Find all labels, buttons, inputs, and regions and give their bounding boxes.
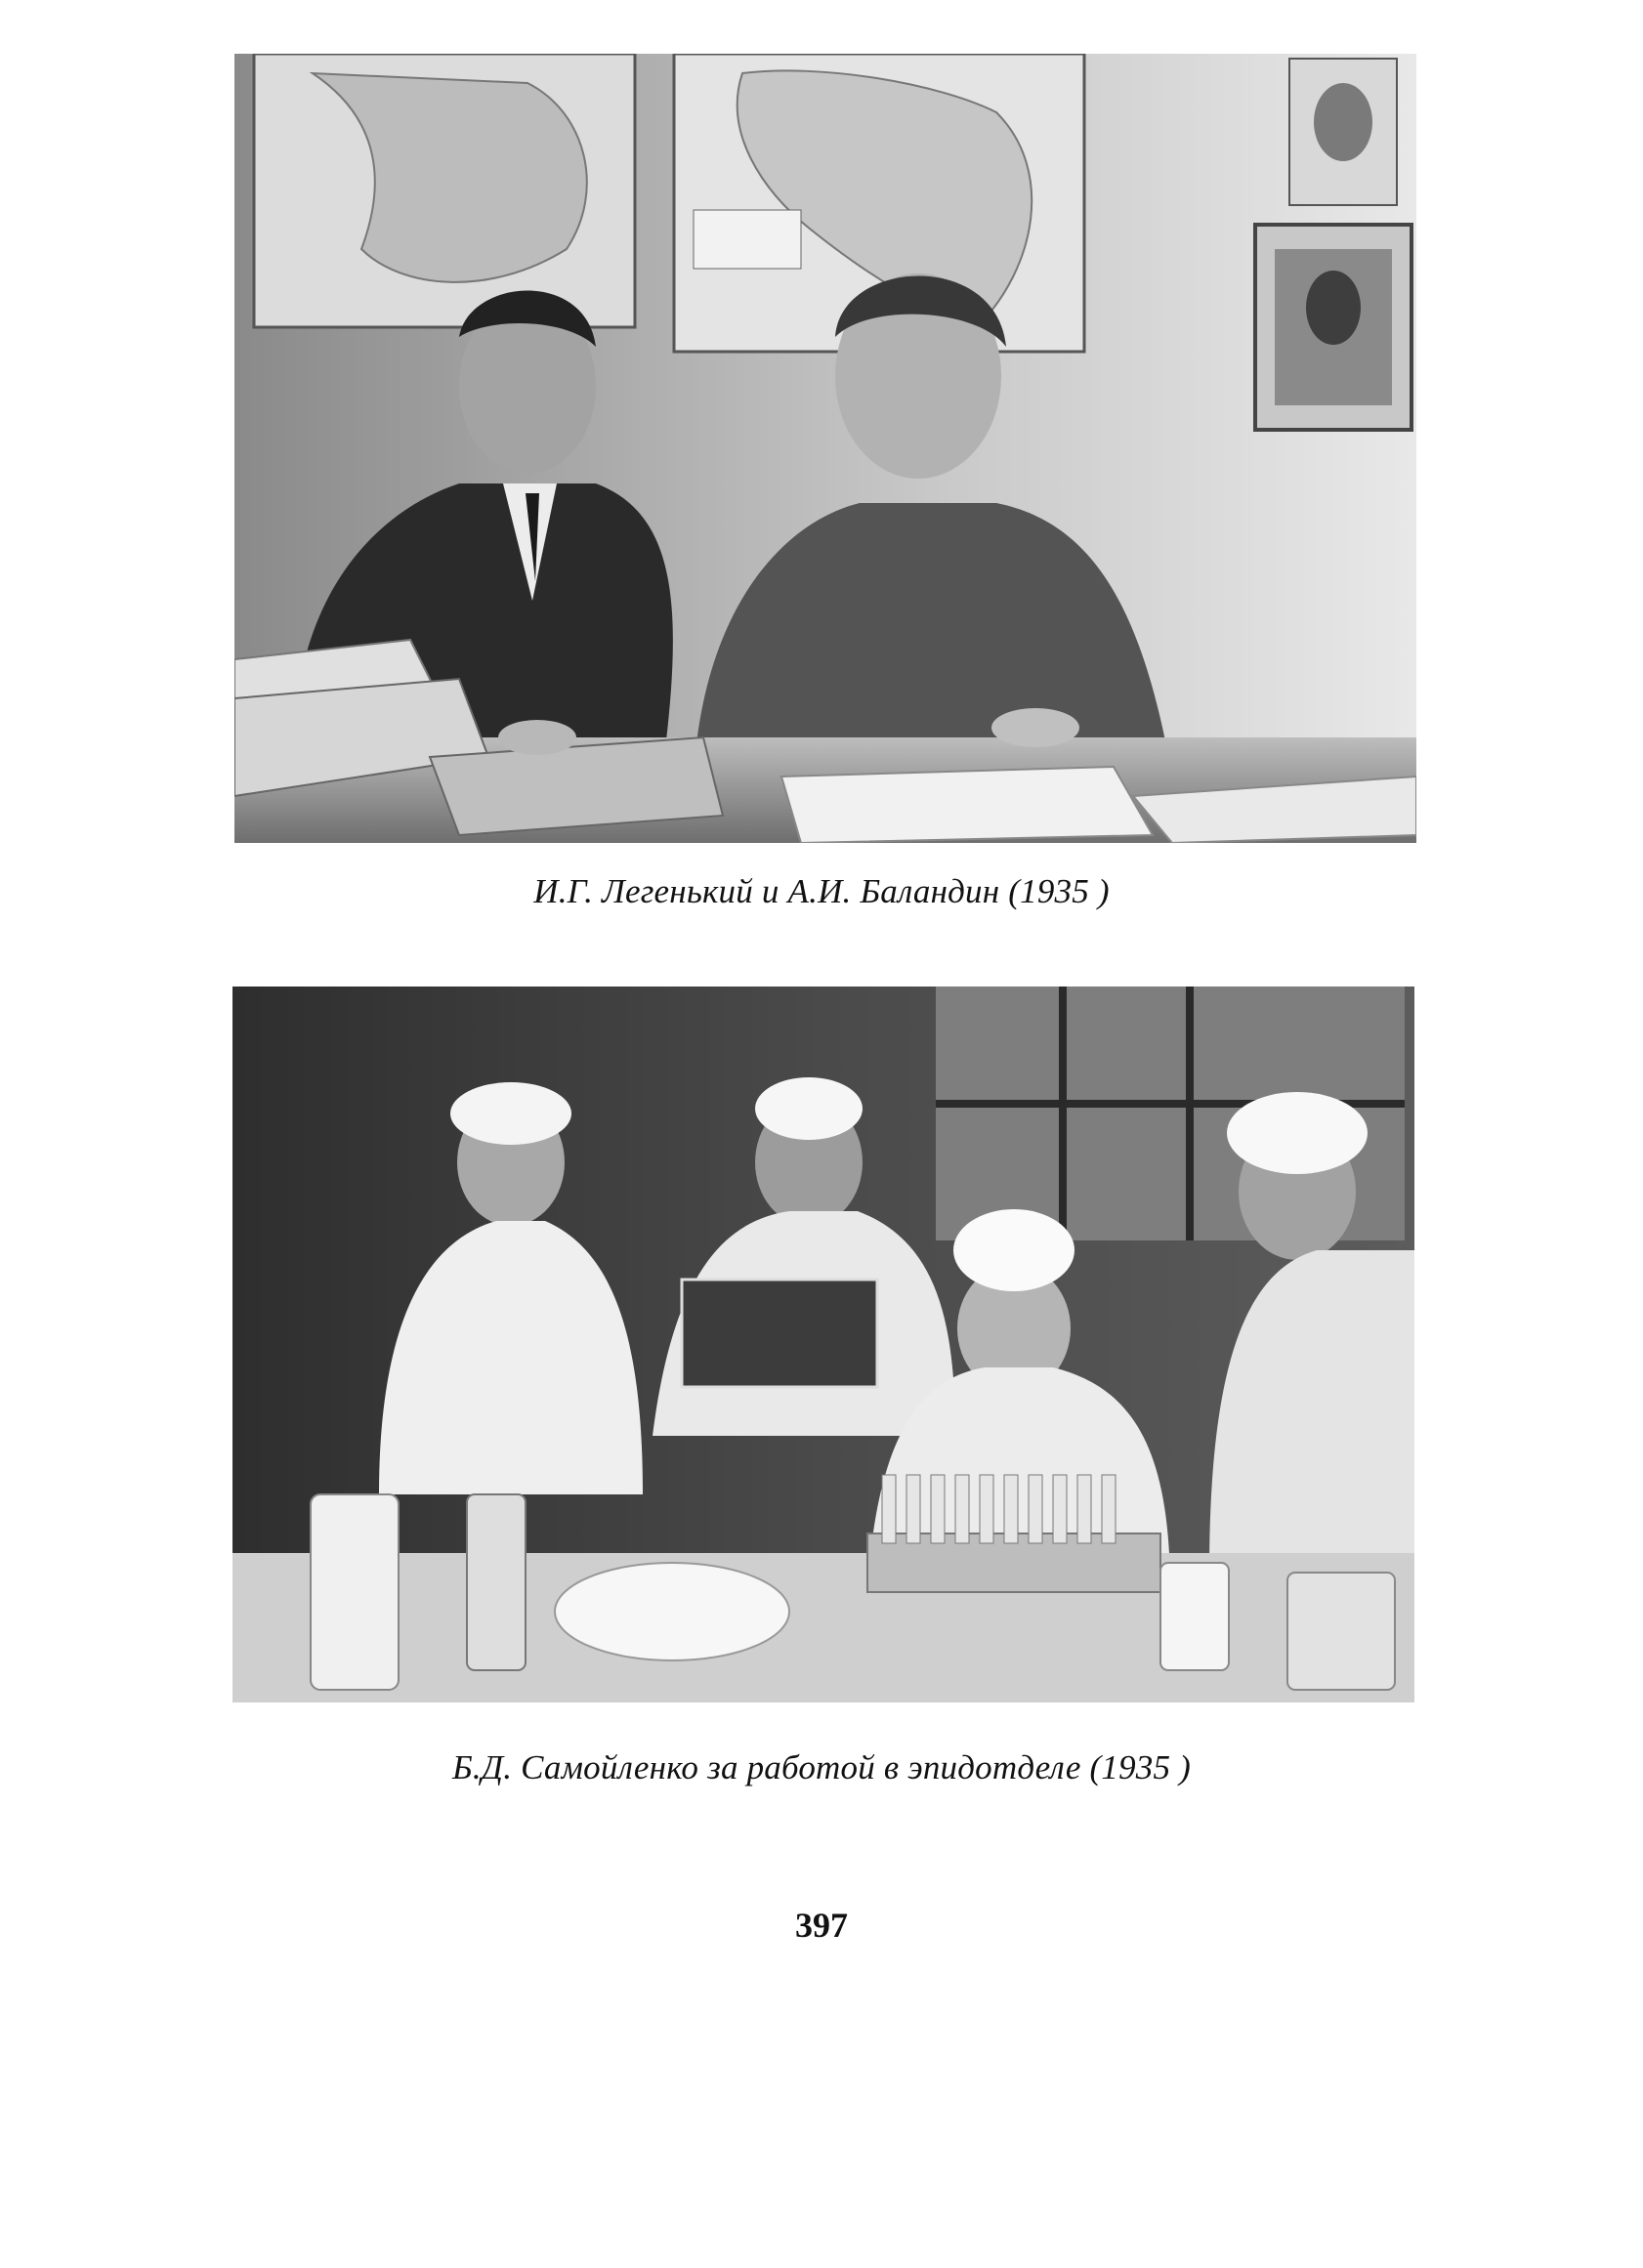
office-photo-image bbox=[234, 54, 1416, 843]
laboratory-photo-image bbox=[232, 987, 1414, 1702]
page-number: 397 bbox=[795, 1906, 848, 1945]
photo-laboratory bbox=[232, 987, 1414, 1702]
photo-office-portrait bbox=[234, 54, 1416, 843]
photo-caption: И.Г. Легенький и А.И. Баландин (1935 ) bbox=[533, 872, 1110, 910]
photo-caption: Б.Д. Самойленко за работой в эпидотделе (1935 ) bbox=[451, 1748, 1191, 1786]
